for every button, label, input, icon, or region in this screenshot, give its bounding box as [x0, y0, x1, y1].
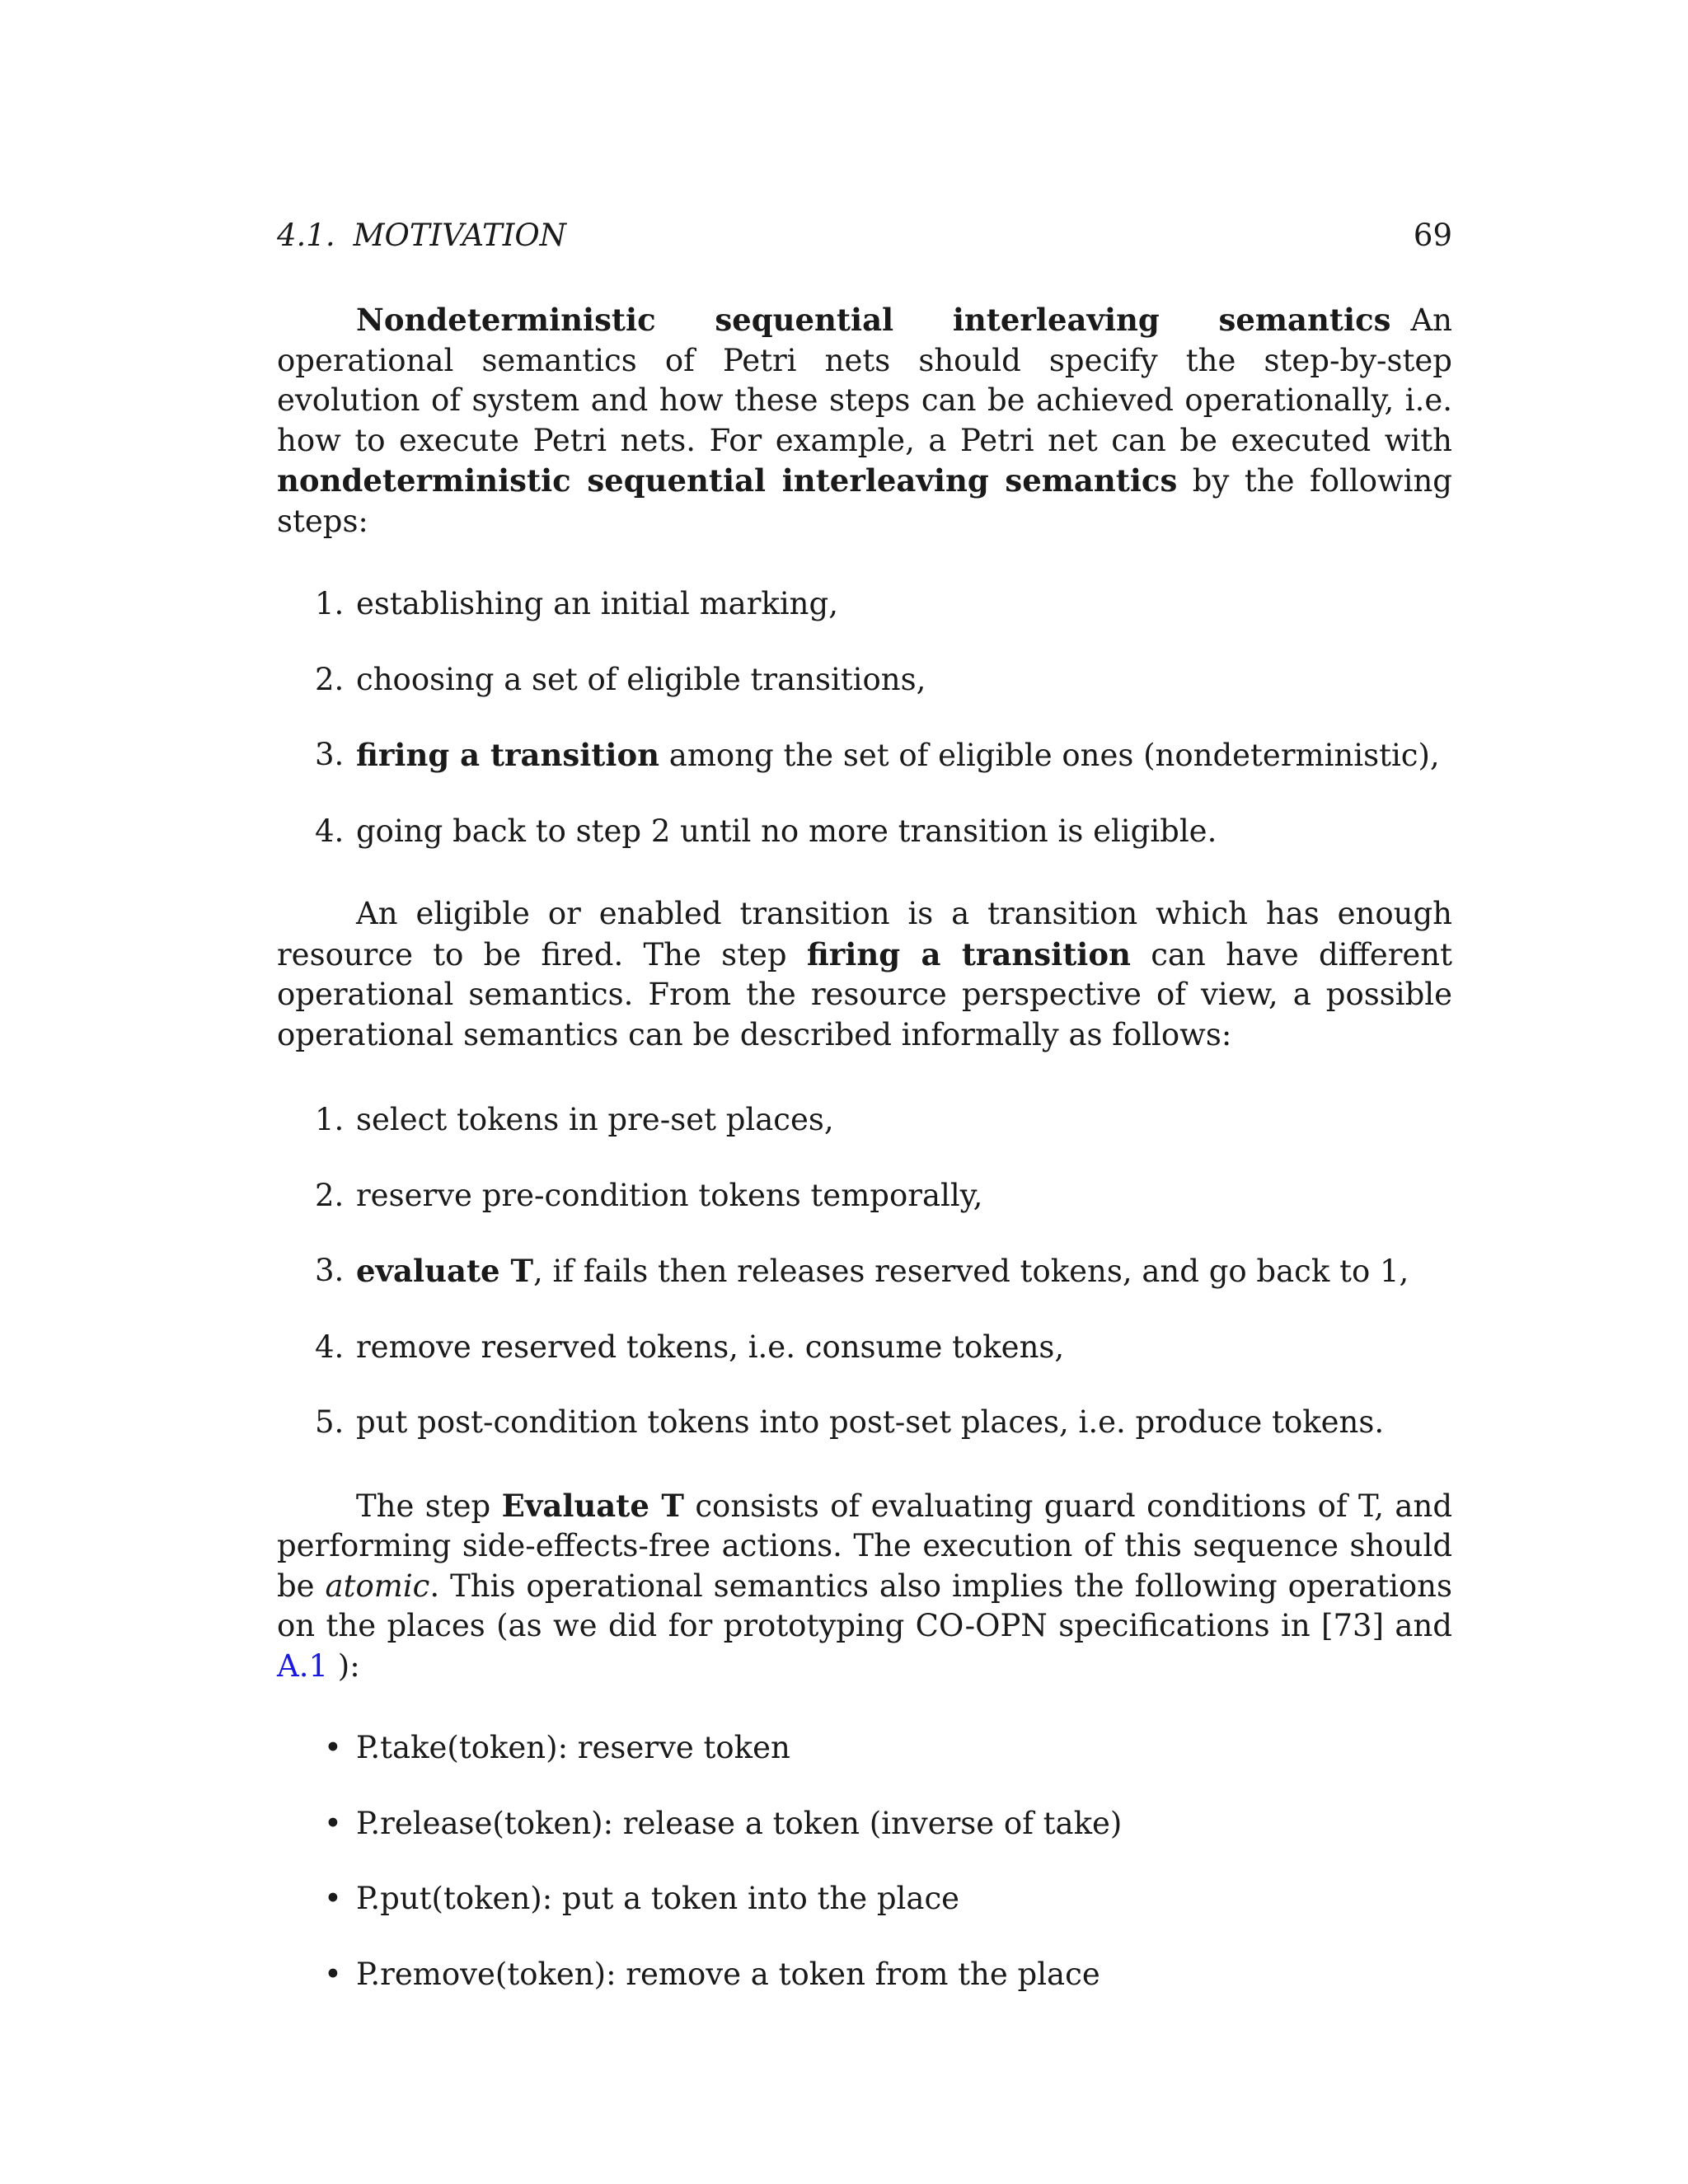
place-operations-list [277, 1728, 1452, 1994]
section-title [277, 216, 566, 256]
italic-term: atomic [325, 1568, 430, 1604]
section-number: 4.1. [277, 218, 335, 253]
paragraph-semantics-intro [277, 300, 1452, 541]
paragraph-text: The step [356, 1488, 502, 1524]
list-marker: 5. [315, 1404, 345, 1440]
list-item-text: going back to step 2 until no more transition is eligible. [356, 813, 1217, 849]
paragraph-text: ): [328, 1647, 360, 1684]
paragraph-text: . This operational semantics also implies the following operations on the places (as we did for prototyping CO-OPN specifications in [73] and [277, 1568, 1452, 1643]
list-item-text: P.put(token): put a token into the place [356, 1881, 960, 1916]
list-item [277, 735, 1452, 776]
list-item [277, 660, 1452, 701]
list-item-text: P.take(token): reserve token [356, 1730, 790, 1765]
list-item-text: among the set of eligible ones (nondeterministic), [659, 738, 1440, 773]
list-item [277, 1176, 1452, 1216]
list-item [277, 1403, 1452, 1443]
list-item-text: , if fails then releases reserved tokens, and go back to 1, [533, 1254, 1409, 1289]
list-marker: 4. [315, 813, 345, 849]
bullet-marker: • [324, 1730, 342, 1765]
list-item [277, 1804, 1452, 1844]
list-item-text: reserve pre-condition tokens temporally, [356, 1177, 983, 1213]
bold-term: Evaluate T [501, 1487, 684, 1524]
list-marker: 1. [315, 1102, 345, 1137]
list-item [277, 1955, 1452, 1995]
paragraph-heading: Nondeterministic sequential interleaving semantics [356, 302, 1391, 338]
bullet-marker: • [324, 1881, 342, 1916]
bold-term: nondeterministic sequential interleaving semantics [277, 462, 1178, 499]
list-item [277, 1879, 1452, 1919]
firing-steps-list [277, 1100, 1452, 1443]
list-marker: 2. [315, 661, 345, 697]
list-marker: 3. [315, 1253, 345, 1288]
paragraph-text: consists of evaluating guard conditions of T, and performing side-effects-free actions. The execution of this sequence should be [277, 1488, 1453, 1604]
list-item [277, 584, 1452, 625]
section-name: MOTIVATION [353, 218, 567, 253]
list-item [277, 1728, 1452, 1769]
paragraph-text: An operational semantics of Petri nets should specify the step-by-step evolution of system and how these steps can be achieved operationally, i.e. how to execute Petri nets. For example, a Petri net can be executed with [277, 302, 1452, 458]
list-item-text: choosing a set of eligible transitions, [356, 661, 926, 697]
list-marker: 2. [315, 1177, 345, 1213]
page-number: 69 [1413, 218, 1452, 253]
paragraph-text: An eligible or enabled transition is a transition which has enough resource to be fired. The step [277, 896, 1452, 972]
list-item-text: select tokens in pre-set places, [356, 1102, 834, 1137]
paragraph-enabled-transition [277, 894, 1452, 1055]
execution-steps-list [277, 584, 1452, 851]
list-item [277, 812, 1452, 852]
bold-term: firing a transition [806, 935, 1131, 972]
list-marker: 1. [315, 586, 345, 621]
list-item [277, 1328, 1452, 1368]
list-item-text: P.remove(token): remove a token from the place [356, 1956, 1100, 1992]
list-marker: 3. [315, 737, 345, 772]
bold-term: evaluate T [356, 1253, 533, 1289]
running-header [277, 216, 1452, 257]
bullet-marker: • [324, 1956, 342, 1992]
list-item-text: P.release(token): release a token (inverse of take) [356, 1805, 1123, 1841]
list-item-text: remove reserved tokens, i.e. consume tokens, [356, 1329, 1065, 1365]
list-item [277, 1251, 1452, 1292]
list-item-text: put post-condition tokens into post-set places, i.e. produce tokens. [356, 1404, 1385, 1440]
list-item-text: establishing an initial marking, [356, 586, 838, 621]
paragraph-text: can have different operational semantics. From the resource perspective of view, a possible operational semantics can be described informally as follows: [277, 936, 1453, 1052]
bullet-marker: • [324, 1805, 342, 1841]
paragraph-text: by the following steps: [277, 463, 1452, 539]
list-marker: 4. [315, 1329, 345, 1365]
document-page [277, 216, 1452, 1994]
list-item [277, 1100, 1452, 1141]
appendix-link[interactable]: A.1 [277, 1647, 329, 1684]
paragraph-evaluate-t [277, 1486, 1452, 1687]
bold-term: firing a transition [356, 737, 660, 773]
